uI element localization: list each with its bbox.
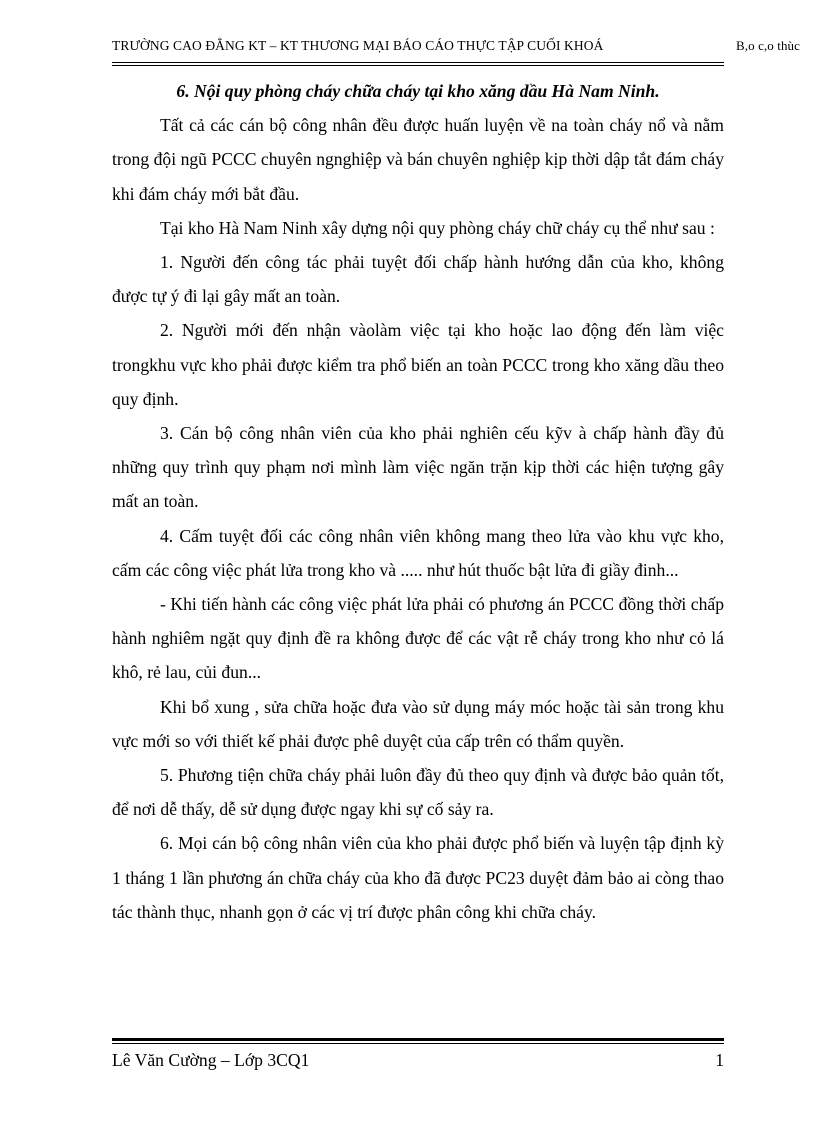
page-header [112, 38, 816, 62]
section-heading: 6. Nội quy phòng cháy chữa cháy tại kho xăng dầu Hà Nam Ninh. [176, 81, 660, 101]
footer-author: Lê Văn Cường – Lớp 3CQ1 [112, 1050, 310, 1070]
paragraph: 1. Người đến công tác phải tuyệt đối chấp hành hướng dẫn của kho, không được tự ý đi lại gây mất an toàn. [112, 252, 724, 307]
header-rule-thin [112, 62, 724, 63]
footer-rule-thick [112, 1038, 724, 1041]
header-title: TRƯỜNG CAO ĐẲNG KT – KT THƯƠNG MẠI BÁO CÁO THỰC TẬP CUỐI KHOÁ [112, 38, 604, 53]
paragraph: - Khi tiến hành các công việc phát lửa phải có phương án PCCC đồng thời chấp hành nghiêm ngặt quy định đề ra không được để các vật rễ cháy trong kho như cỏ lá khô, rẻ lau, củi đun... [112, 594, 724, 683]
paragraph: Khi bổ xung , sửa chữa hoặc đưa vào sử dụng máy móc hoặc tài sản trong khu vực mới so với thiết kế phải được phê duyệt của cấp trên có thẩm quyền. [112, 696, 724, 751]
page-footer [112, 1050, 724, 1071]
paragraph: Tất cả các cán bộ công nhân đều được huấn luyện về na toàn cháy nổ và nằm trong đội ngũ PCCC chuyên ngnghiệp và bán chuyên nghiệp kịp thời dập tắt đám cháy khi đám cháy mới bắt đầu. [112, 115, 724, 204]
paragraph: 2. Người mới đến nhận vàolàm việc tại kho hoặc lao động đến làm việc trongkhu vực kho phải được kiểm tra phổ biến an toàn PCCC trong kho xăng dầu theo quy định. [112, 320, 724, 409]
paragraph: 4. Cấm tuyệt đối các công nhân viên không mang theo lửa vào khu vực kho, cấm các công việc phát lửa trong kho và ..... như hút thuốc bật lửa đi giầy đinh... [112, 525, 724, 580]
page-number: 1 [715, 1050, 724, 1070]
header-right-text: B,o c,o thùc [736, 38, 801, 53]
footer-rule-thin [112, 1043, 724, 1044]
header-rule-thin-2 [112, 65, 724, 66]
paragraph: 5. Phương tiện chữa cháy phải luôn đầy đủ theo quy định và được bảo quản tốt, để nơi dễ thấy, dễ sử dụng được ngay khi sự cố sảy ra. [112, 765, 724, 820]
document-body [112, 74, 724, 929]
paragraph: Tại kho Hà Nam Ninh xây dựng nội quy phòng cháy chữ cháy cụ thể như sau : [160, 217, 715, 238]
paragraph: 3. Cán bộ công nhân viên của kho phải nghiên cếu kỹv à chấp hành đầy đủ những quy trình quy phạm nơi mình làm việc ngăn trặn kịp thời các hiện tượng gây mất an toàn. [112, 423, 724, 512]
paragraph: 6. Mọi cán bộ công nhân viên của kho phải được phổ biến và luyện tập định kỳ 1 tháng 1 lần phương án chữa cháy của kho đã được PC23 duyệt đảm bảo ai còng thao tác thành thục, nhanh gọn ở các vị trí được phân công khi chữa cháy. [112, 833, 724, 922]
